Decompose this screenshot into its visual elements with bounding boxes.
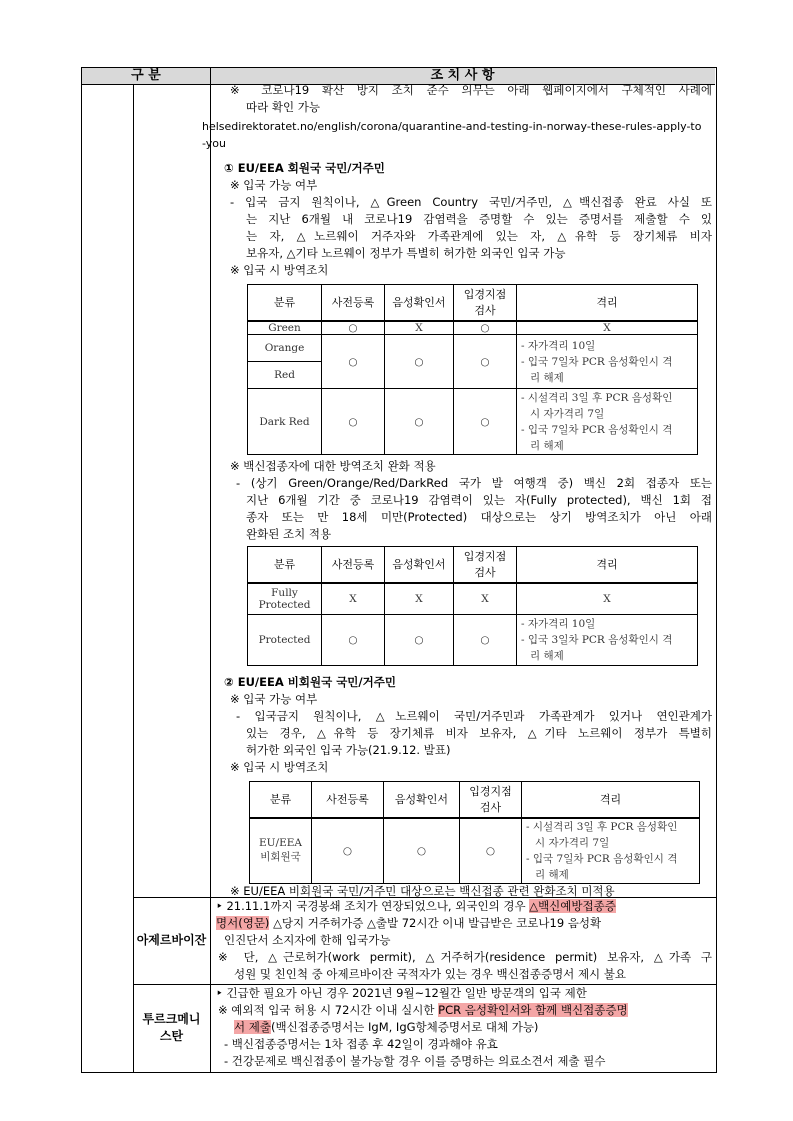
country-turkmenistan: 투르크메니 스탄 (142, 1012, 201, 1043)
vaccinated-line-1: - (상기 Green/Orange/Red/DarkRed 국가 발 여행객 중) 백신 2회 접종자 또는 (236, 476, 712, 490)
vaccinated-note: ※ 백신접종자에 대한 방역조치 완화 적용 (230, 459, 436, 473)
cell-quarantine-detail: - 시설격리 3일 후 PCR 음성확인 시 자가격리 7일 - 입국 7일차 PCR 음성확인시 격 리 해제 (522, 818, 700, 884)
th-neg-cert: 음성확인서 (385, 285, 454, 321)
section-1-entry-note: ※ 입국 가능 여부 (230, 178, 318, 192)
th-neg-cert: 음성확인서 (385, 547, 454, 583)
highlight-submit: 서 제출 (234, 1020, 271, 1034)
th-border-test: 입경지점 검사 (454, 285, 517, 321)
cell-value: X (454, 583, 517, 615)
th-prereg: 사전등록 (322, 547, 385, 583)
header-category: 구 분 (82, 68, 210, 85)
section-1-entry-line-1: - 입국 금지 원칙이나, △Green Country 국민/거주민, △백신접종 완료 사실 또 (230, 195, 712, 209)
th-quarantine: 격리 (517, 547, 698, 583)
azerbaijan-line-4: ※ 단, △근로허가(work permit), △거주허가(residence permit) 보유자, △가족 구 (218, 950, 712, 964)
table-row (248, 583, 698, 615)
cell-value: ○ (454, 615, 517, 666)
table-row (250, 818, 700, 884)
highlight-pcr-vaccine: PCR 음성확인서와 함께 백신접종증명 (438, 1003, 628, 1017)
table-row (248, 615, 698, 666)
highlight-vaccine-cert-2: 명서(영문) (216, 916, 270, 930)
th-quarantine: 격리 (517, 285, 698, 321)
highlight-vaccine-cert: △백신예방접종증 (529, 899, 616, 913)
intro-line-1: ※ 코로나19 확산 방지 조치 준수 의무는 아래 웹페이지에서 구체적인 사례에 (230, 83, 712, 97)
cell-non-member: EU/EEA 비회원국 (250, 818, 312, 884)
cell-value: ○ (460, 818, 522, 884)
quarantine-table-non-members (249, 781, 700, 884)
cell-fully-protected: Fully Protected (248, 583, 322, 615)
url-line-1: helsedirektoratet.no/english/corona/quarantine-and-testing-in-norway-these-rules-apply-to (202, 120, 702, 133)
th-prereg: 사전등록 (312, 782, 384, 818)
table-row (248, 335, 698, 362)
turkmenistan-line-3: 서 제출(백신접종증명서는 IgM, IgG항체증명서로 대체 가능) (234, 1020, 539, 1034)
cell-value: X (517, 321, 698, 335)
cell-value: X (385, 321, 454, 335)
section-1-title: ① EU/EEA 회원국 국민/거주민 (224, 161, 385, 175)
header-measures: 조 치 사 항 (210, 68, 715, 85)
cell-orange: Orange (248, 335, 322, 362)
cell-protected: Protected (248, 615, 322, 666)
url-line-2: -you (202, 137, 226, 150)
cell-value: ○ (312, 818, 384, 884)
section-1-entry-line-2: 는 지난 6개월 내 코로나19 감염력을 증명할 수 있는 증명서를 제출할 수 있 (246, 212, 712, 226)
azerbaijan-line-5: 성원 및 친인척 중 아제르바이잔 국적자가 있는 경우 백신접종증명서 제시 불요 (234, 967, 627, 981)
cell-value: ○ (322, 321, 385, 335)
th-prereg: 사전등록 (322, 285, 385, 321)
cell-value: X (385, 583, 454, 615)
turkmenistan-line-1: ‣ 긴급한 필요가 아닌 경우 2021년 9월~12월간 일반 방문객의 입국 제한 (216, 986, 587, 1000)
vaccinated-line-2: 지난 6개월 기간 중 코로나19 감염력이 있는 자(Fully protected), 백신 1회 접 (246, 493, 712, 507)
cell-value: ○ (454, 335, 517, 389)
section-2-entry-line-3: 허가한 외국인 입국 가능(21.9.12. 발표) (246, 743, 451, 757)
th-category: 분류 (248, 285, 322, 321)
turkmenistan-line-5: - 건강문제로 백신접종이 불가능할 경우 이를 증명하는 의료소견서 제출 필수 (224, 1054, 606, 1068)
azerbaijan-line-1: ‣ 21.11.1까지 국경봉쇄 조치가 연장되었으나, 외국인의 경우 △백신예방접종증 (216, 899, 616, 913)
table-row (250, 782, 700, 818)
table-row (248, 389, 698, 455)
th-category: 분류 (250, 782, 312, 818)
cell-value: ○ (384, 818, 460, 884)
cell-dark-red: Dark Red (248, 389, 322, 455)
section-2-title: ② EU/EEA 비회원국 국민/거주민 (224, 675, 396, 689)
cell-value: ○ (322, 335, 385, 389)
cell-value: ○ (385, 335, 454, 389)
th-border-test: 입경지점 검사 (454, 547, 517, 583)
cell-value: ○ (385, 615, 454, 666)
section-1-entry-line-3: 는 자, △노르웨이 거주자와 가족관계에 있는 자, △유학 등 장기체류 비자 (246, 229, 712, 243)
th-quarantine: 격리 (522, 782, 700, 818)
th-border-test: 입경지점 검사 (460, 782, 522, 818)
th-neg-cert: 음성확인서 (384, 782, 460, 818)
section-2-entry-note: ※ 입국 가능 여부 (230, 692, 318, 706)
section-1-quarantine-note: ※ 입국 시 방역조치 (230, 263, 329, 277)
cell-value: ○ (454, 389, 517, 455)
cell-value: X (322, 583, 385, 615)
turkmenistan-line-4: - 백신접종증명서는 1차 접종 후 42일이 경과해야 유효 (224, 1037, 498, 1051)
azerbaijan-line-2: 명서(영문) △당지 거주허가증 △출발 72시간 이내 발급받은 코로나19 음성확 (216, 916, 602, 930)
cell-value: ○ (322, 389, 385, 455)
section-2-entry-line-1: - 입국금지 원칙이나, △노르웨이 국민/거주민과 가족관계가 있거나 연인관계가 (236, 709, 712, 723)
azerbaijan-line-3: 인진단서 소지자에 한해 입국가능 (224, 933, 391, 947)
cell-green: Green (248, 321, 322, 335)
section-2-quarantine-note: ※ 입국 시 방역조치 (230, 760, 329, 774)
column-divider-country (210, 68, 211, 1072)
cell-value: ○ (322, 615, 385, 666)
cell-quarantine-detail: - 자가격리 10일 - 입국 7일차 PCR 음성확인시 격 리 해제 (517, 335, 698, 389)
cell-red: Red (248, 362, 322, 389)
cell-value: ○ (385, 389, 454, 455)
measures-table (81, 67, 717, 1073)
table-row (248, 547, 698, 583)
cell-value: X (517, 583, 698, 615)
table-row (248, 285, 698, 321)
vaccinated-line-4: 완화된 조치 적용 (246, 527, 332, 541)
section-1-entry-line-4: 보유자, △기타 노르웨이 정부가 특별히 허가한 외국인 입국 가능 (246, 246, 566, 260)
intro-line-2: 따라 확인 가능 (246, 100, 320, 114)
country-azerbaijan: 아제르바이잔 (136, 933, 207, 947)
table-row (248, 321, 698, 335)
section-2-entry-line-2: 있는 경우, △유학 등 장기체류 비자 보유자, △기타 노르웨이 정부가 특별히 (246, 726, 712, 740)
cell-quarantine-detail: - 시설격리 3일 후 PCR 음성확인 시 자가격리 7일 - 입국 7일차 PCR 음성확인시 격 리 해제 (517, 389, 698, 455)
quarantine-table-members (247, 284, 698, 455)
vaccinated-line-3: 종자 또는 만 18세 미만(Protected) 대상으로는 상기 방역조치가 아닌 아래 (246, 510, 712, 524)
quarantine-table-vaccinated (247, 546, 698, 666)
turkmenistan-line-2: ※ 예외적 입국 허용 시 72시간 이내 실시한 PCR 음성확인서와 함께 백신접종증명 (218, 1003, 628, 1017)
cell-quarantine-detail: - 자가격리 10일 - 입국 3일차 PCR 음성확인시 격 리 해제 (517, 615, 698, 666)
cell-value: ○ (454, 321, 517, 335)
section-2-footnote: ※ EU/EEA 비회원국 국민/거주민 대상으로는 백신접종 관련 완화조치 미적용 (230, 884, 615, 898)
th-category: 분류 (248, 547, 322, 583)
